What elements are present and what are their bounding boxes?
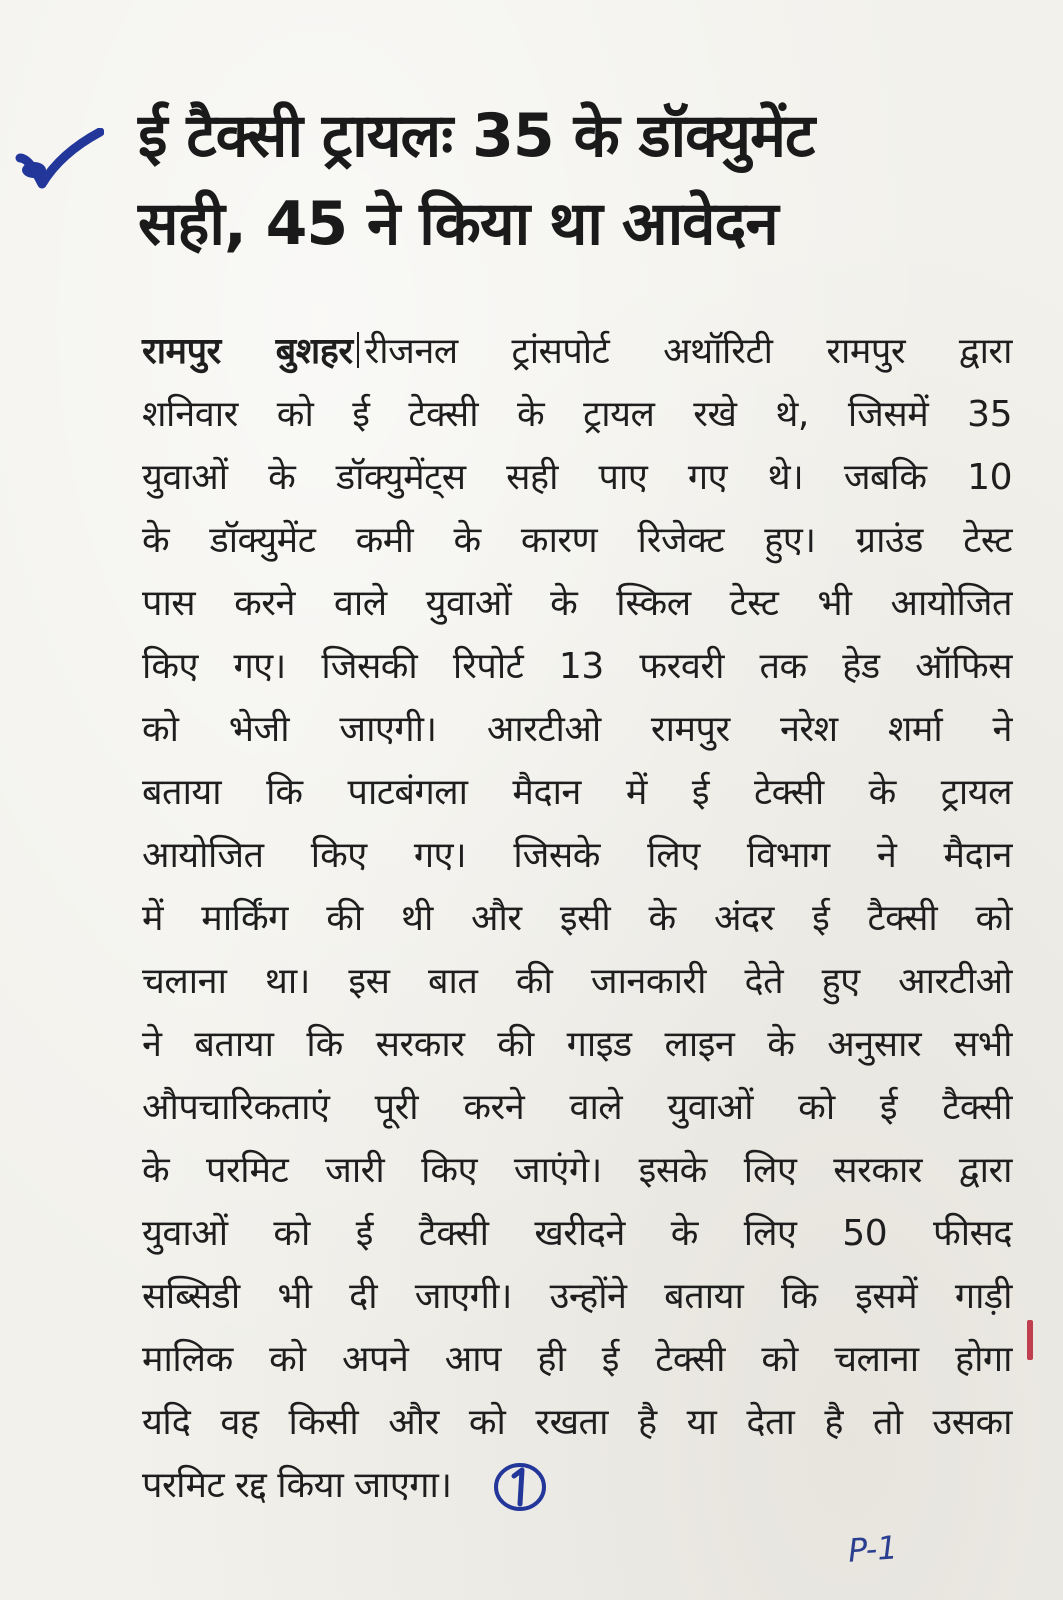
article-line: बताया कि पाटबंगला मैदान में ई टेक्सी के ट्रायल — [142, 772, 1012, 813]
article-line: ने बताया कि सरकार की गाइड लाइन के अनुसार सभी — [142, 1024, 1012, 1065]
page-annotation: P-1 — [846, 1528, 899, 1570]
article-line: आयोजित किए गए। जिसके लिए विभाग ने मैदान — [142, 835, 1012, 876]
dateline-separator — [357, 332, 359, 368]
article-line — [142, 320, 1012, 383]
article-line: में मार्किंग की थी और इसी के अंदर ई टैक्सी को — [142, 898, 1012, 939]
article-line: शनिवार को ई टेक्सी के ट्रायल रखे थे, जिसमें 35 — [142, 394, 1012, 435]
article-last-row — [142, 1454, 1012, 1517]
article-line-text: रीजनल ट्रांसपोर्ट अथॉरिटी रामपुर द्वारा — [364, 331, 1012, 372]
article-line: मालिक को अपने आप ही ई टेक्सी को चलाना होगा — [142, 1339, 1012, 1380]
article-line: यदि वह किसी और को रखता है या देता है तो उसका — [142, 1402, 1012, 1443]
article-line: सब्सिडी भी दी जाएगी। उन्होंने बताया कि इसमें गाड़ी — [142, 1276, 1012, 1317]
check-mark-icon — [14, 128, 104, 198]
headline-line-1: ई टैक्सी ट्रायलः 35 के डॉक्युमेंट — [138, 101, 815, 171]
article-line: पास करने वाले युवाओं के स्किल टेस्ट भी आयोजित — [142, 583, 1012, 624]
headline-line-2: सही, 45 ने किया था आवेदन — [138, 189, 778, 259]
circled-one-handwritten-icon — [492, 1458, 548, 1514]
article-last-line: परमिट रद्द किया जाएगा। — [142, 1465, 452, 1506]
article-line: किए गए। जिसकी रिपोर्ट 13 फरवरी तक हेड ऑफिस — [142, 646, 1012, 687]
article-line: को भेजी जाएगी। आरटीओ रामपुर नरेश शर्मा ने — [142, 709, 1012, 750]
article-line: के परमिट जारी किए जाएंगे। इसके लिए सरकार द्वारा — [142, 1150, 1012, 1191]
headline — [138, 92, 1018, 268]
article-line: युवाओं को ई टैक्सी खरीदने के लिए 50 फीसद — [142, 1213, 1012, 1254]
red-ink-mark — [1027, 1320, 1033, 1360]
article-body — [142, 320, 1012, 1517]
article-line: के डॉक्युमेंट कमी के कारण रिजेक्ट हुए। ग्राउंड टेस्ट — [142, 520, 1012, 561]
article-line: चलाना था। इस बात की जानकारी देते हुए आरटीओ — [142, 961, 1012, 1002]
dateline: रामपुर बुशहर — [142, 331, 353, 372]
article-line: औपचारिकताएं पूरी करने वाले युवाओं को ई टैक्सी — [142, 1087, 1012, 1128]
article-line: युवाओं के डॉक्युमेंट्स सही पाए गए थे। जबकि 10 — [142, 457, 1012, 498]
